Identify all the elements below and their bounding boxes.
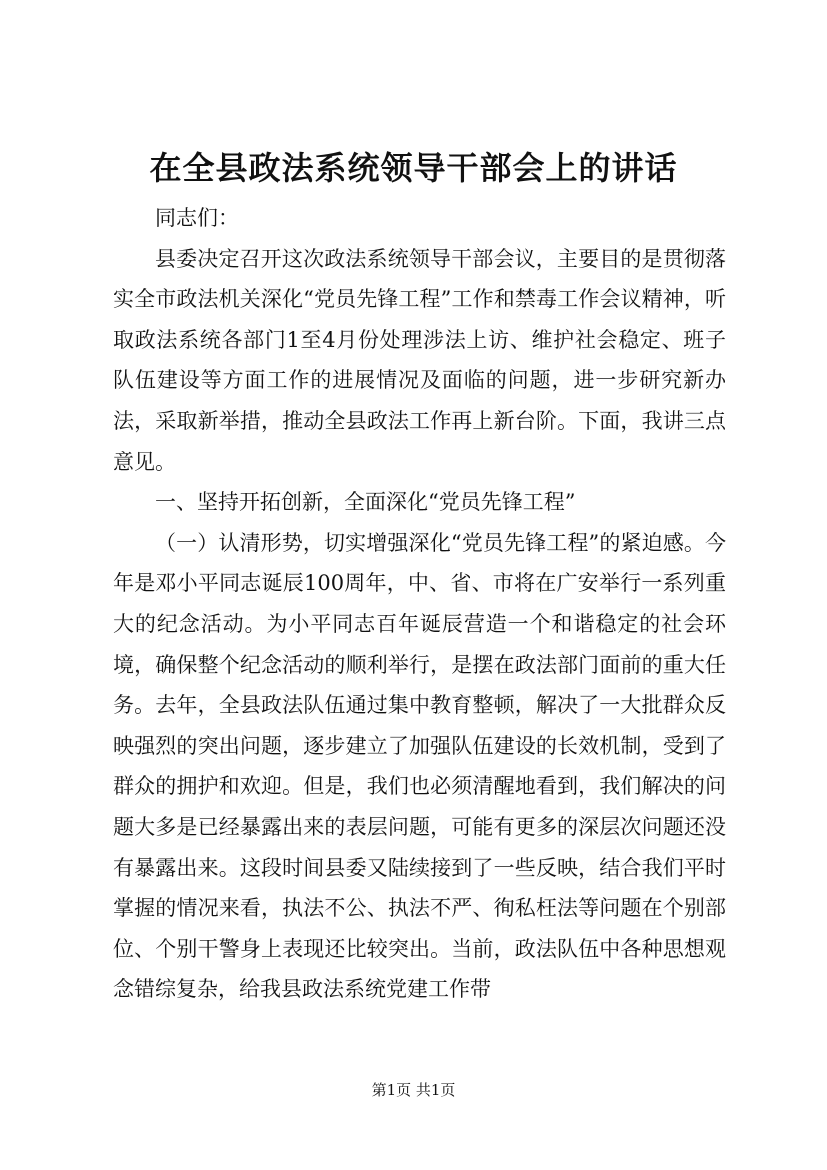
document-body bbox=[113, 198, 726, 1010]
subsection-paragraph: （一）认清形势，切实增强深化“党员先锋工程”的紧迫感。今年是邓小平同志诞辰100周年，中、省、市将在广安举行一系列重大的纪念活动。为小平同志百年诞辰营造一个和谐稳定的社会环境，确保整个纪念活动的顺利举行，是摆在政法部门面前的重大任务。去年，全县政法队伍通过集中教育整顿，解决了一大批群众反映强烈的突出问题，逐步建立了加强队伍建设的长效机制，受到了群众的拥护和欢迎。但是，我们也必须清醒地看到，我们解决的问题大多是已经暴露出来的表层问题，可能有更多的深层次问题还没有暴露出来。这段时间县委又陆续接到了一些反映，结合我们平时掌握的情况来看，执法不公、执法不严、徇私枉法等问题在个别部位、个别干警身上表现还比较突出。当前，政法队伍中各种思想观念错综复杂，给我县政法系统党建工作带 bbox=[113, 530, 726, 1002]
page-footer: 第1页 共1页 bbox=[371, 1081, 456, 1099]
salutation-paragraph: 同志们： bbox=[155, 206, 239, 230]
intro-paragraph: 县委决定召开这次政法系统领导干部会议，主要目的是贯彻落实全市政法机关深化“党员先锋工程”工作和禁毒工作会议精神，听取政法系统各部门1至4月份处理涉法上访、维护社会稳定、班子队伍建设等方面工作的进展情况及面临的问题，进一步研究新办法，采取新举措，推动全县政法工作再上新台阶。下面，我讲三点意见。 bbox=[113, 246, 726, 474]
document-title: 在全县政法系统领导干部会上的讲话 bbox=[149, 149, 678, 187]
section-heading-paragraph: 一、坚持开拓创新，全面深化“党员先锋工程” bbox=[155, 490, 576, 515]
